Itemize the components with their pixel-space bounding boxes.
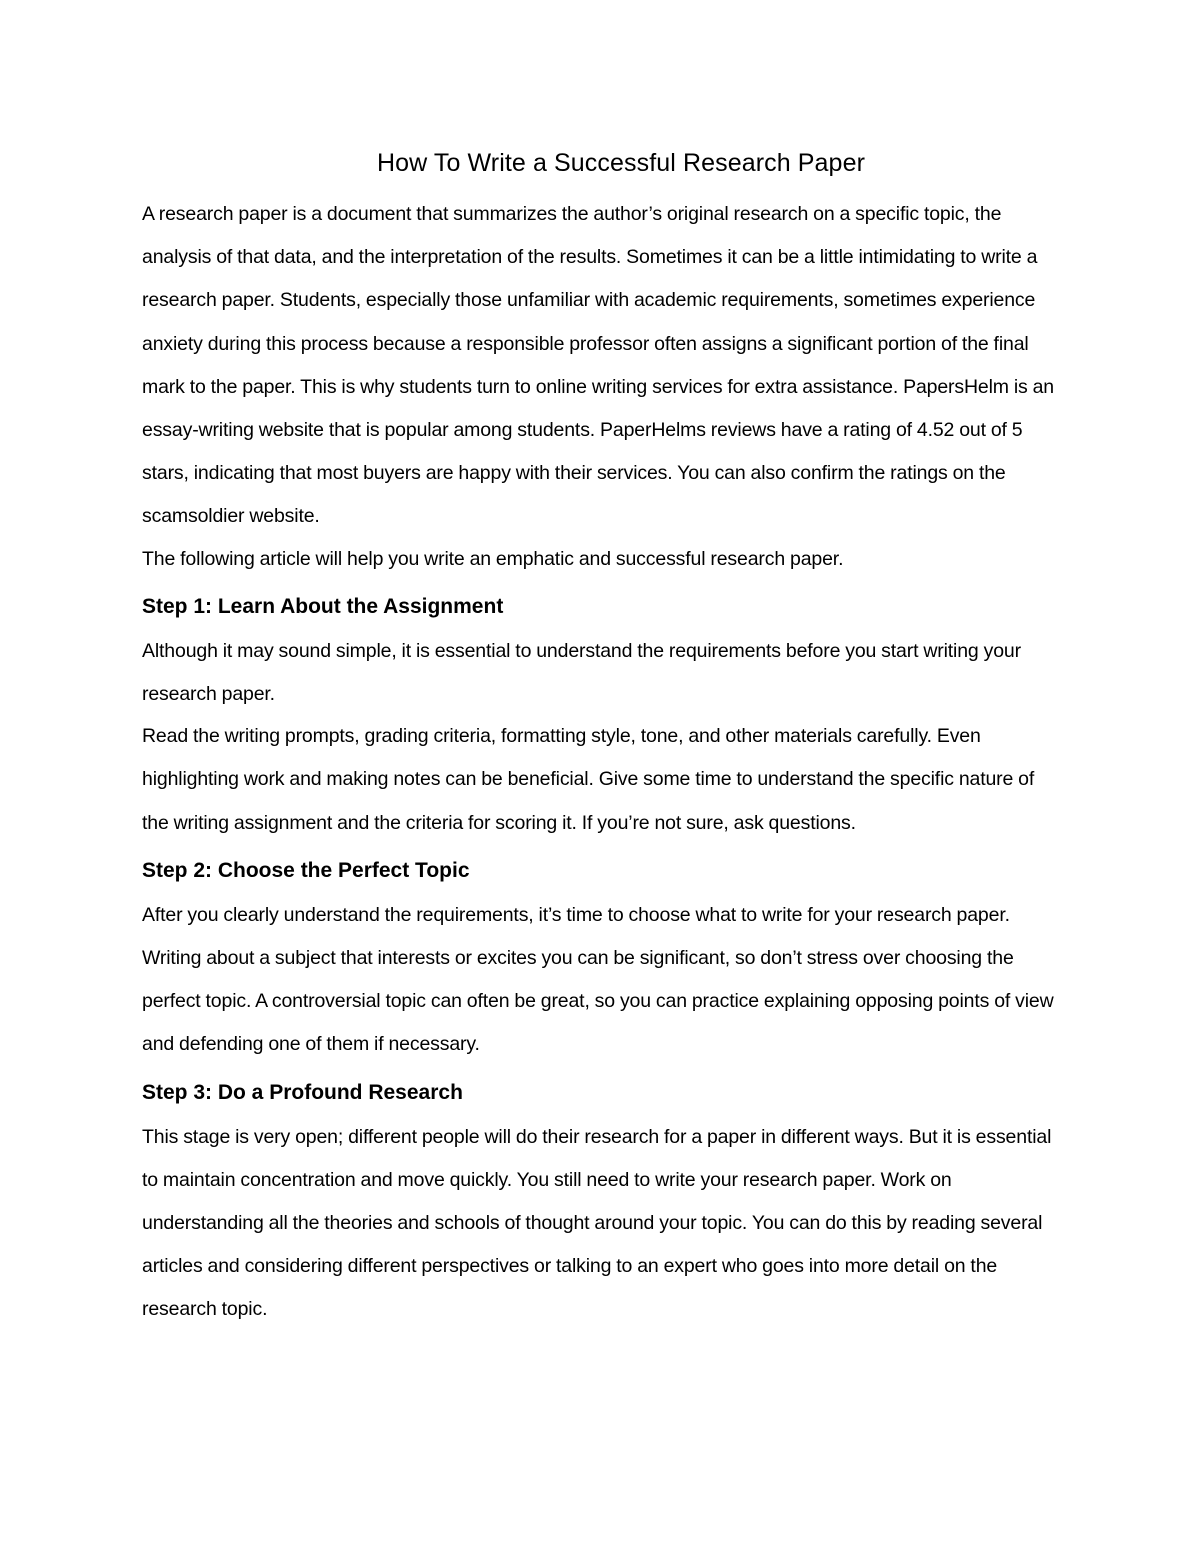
section-heading: Step 3: Do a Profound Research bbox=[142, 1080, 463, 1104]
intro-followup-paragraph: The following article will help you write an emphatic and successful research paper. bbox=[142, 547, 844, 570]
page-title: How To Write a Successful Research Paper bbox=[376, 149, 865, 177]
section-paragraph: After you clearly understand the requirements, it’s time to choose what to write for your research paper. Writing about a subject that interests or excites you can be significant, so don’t stress over choosing the perfect topic. A controversial topic can often be great, so you can practice explaining opposing points of view and defending one of them if necessary. bbox=[142, 903, 1054, 1056]
section-paragraph: This stage is very open; different people will do their research for a paper in different ways. But it is essential to maintain concentration and move quickly. You still need to write your research paper. Work on understanding all the theories and schools of thought around your topic. You can do this by reading several articles and considering different perspectives or talking to an expert who goes into more detail on the research topic. bbox=[142, 1125, 1052, 1321]
section-paragraph: Read the writing prompts, grading criteria, formatting style, tone, and other materials carefully. Even highlighting work and making notes can be beneficial. Give some time to understand the specific nature of the writing assignment and the criteria for scoring it. If you’re not sure, ask questions. bbox=[142, 725, 1035, 834]
section-heading: Step 1: Learn About the Assignment bbox=[142, 594, 504, 618]
section-step-1 bbox=[142, 583, 1060, 845]
intro-paragraph: A research paper is a document that summarizes the author’s original research on a specific topic, the analysis of that data, and the interpretation of the results. Sometimes it can be a little intimidating to write a research paper. Students, especially those unfamiliar with academic requirements, sometimes experience anxiety during this process because a responsible professor often assigns a significant portion of the final mark to the paper. This is why students turn to online writing services for extra assistance. PapersHelm is an essay-writing website that is popular among students. PaperHelms reviews have a rating of 4.52 out of 5 stars, indicating that most buyers are happy with their services. You can also confirm the ratings on the scamsoldier website. bbox=[142, 203, 1054, 528]
section-step-3 bbox=[142, 1069, 1060, 1332]
document-body bbox=[142, 138, 1060, 1332]
section-heading: Step 2: Choose the Perfect Topic bbox=[142, 858, 470, 882]
section-step-2 bbox=[142, 847, 1060, 1067]
section-paragraph: Although it may sound simple, it is essential to understand the requirements before you start writing your research paper. bbox=[142, 639, 1021, 706]
